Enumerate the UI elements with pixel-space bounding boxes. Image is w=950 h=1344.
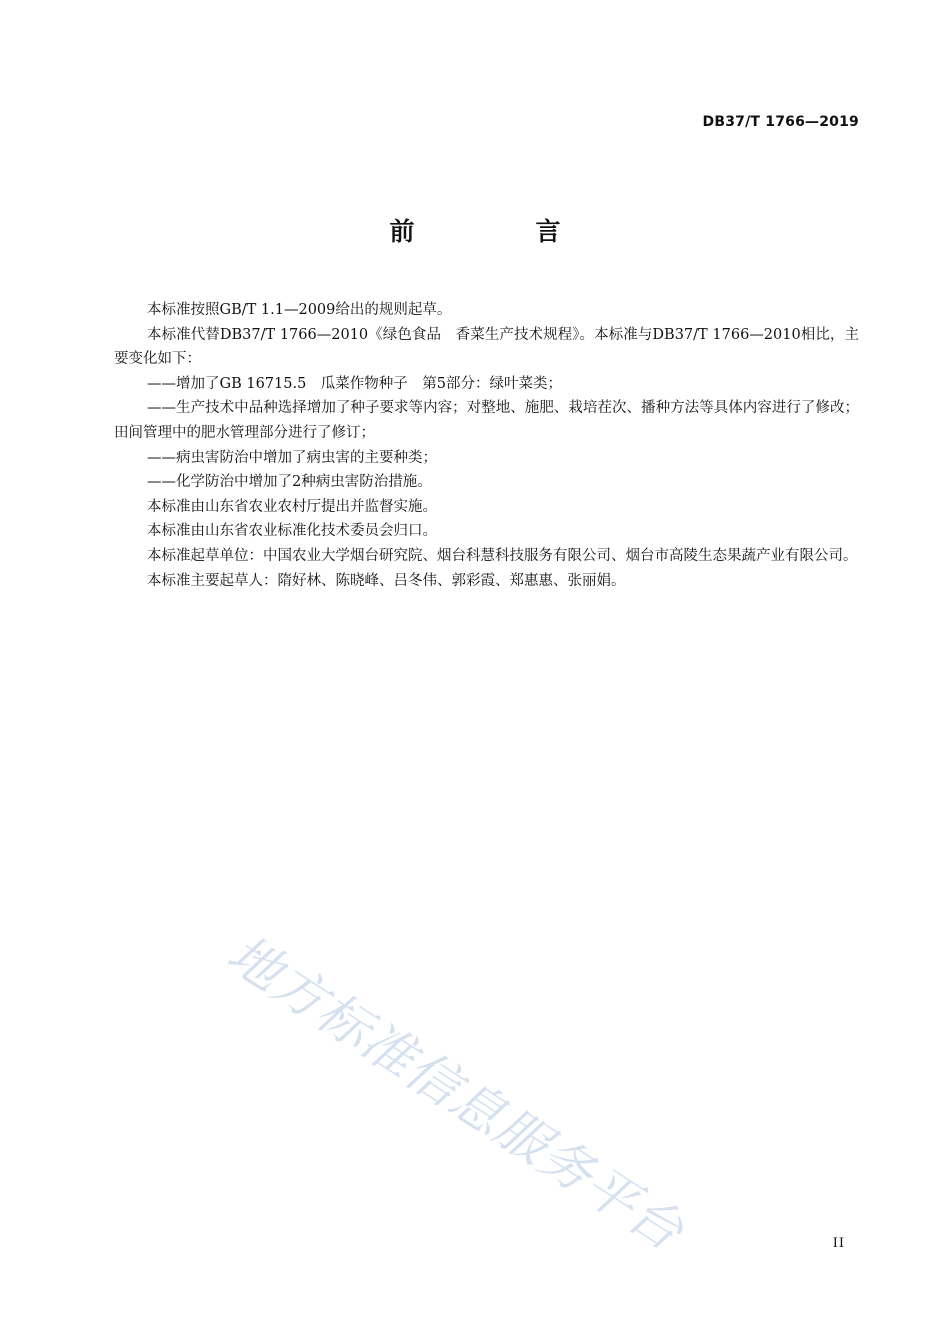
paragraph: 本标准代替DB37/T 1766—2010《绿色食品 香菜生产技术规程》。本标准与DB37/T 1766—2010相比，主要变化如下： bbox=[114, 326, 859, 368]
paragraph: 本标准按照GB/T 1.1—2009给出的规则起草。 bbox=[147, 302, 452, 318]
paragraph: 本标准由山东省农业农村厅提出并监督实施。 bbox=[147, 498, 437, 515]
paragraph: 本标准起草单位：中国农业大学烟台研究院、烟台科慧科技服务有限公司、烟台市高陵生态果蔬产业有限公司。 bbox=[147, 547, 858, 564]
paragraph: ——化学防治中增加了2种病虫害防治措施。 bbox=[147, 474, 432, 491]
foreword-body bbox=[114, 298, 859, 593]
page-title: 前 言 bbox=[389, 217, 609, 246]
paragraph: 本标准由山东省农业标准化技术委员会归口。 bbox=[147, 523, 437, 540]
paragraph: 本标准主要起草人：隋好林、陈晓峰、吕冬伟、郭彩霞、郑惠惠、张丽娟。 bbox=[147, 572, 626, 589]
watermark: 地方标准信息服务平台 bbox=[216, 923, 694, 1263]
paragraph: ——生产技术中品种选择增加了种子要求等内容；对整地、施肥、栽培茬次、播种方法等具体内容进行了修改；田间管理中的肥水管理部分进行了修订； bbox=[114, 400, 859, 441]
page-number: II bbox=[832, 1236, 845, 1251]
document-code: DB37/T 1766—2019 bbox=[702, 114, 859, 130]
paragraph: ——病虫害防治中增加了病虫害的主要种类； bbox=[147, 449, 437, 466]
paragraph: ——增加了GB 16715.5 瓜菜作物种子 第5部分：绿叶菜类； bbox=[147, 375, 563, 392]
